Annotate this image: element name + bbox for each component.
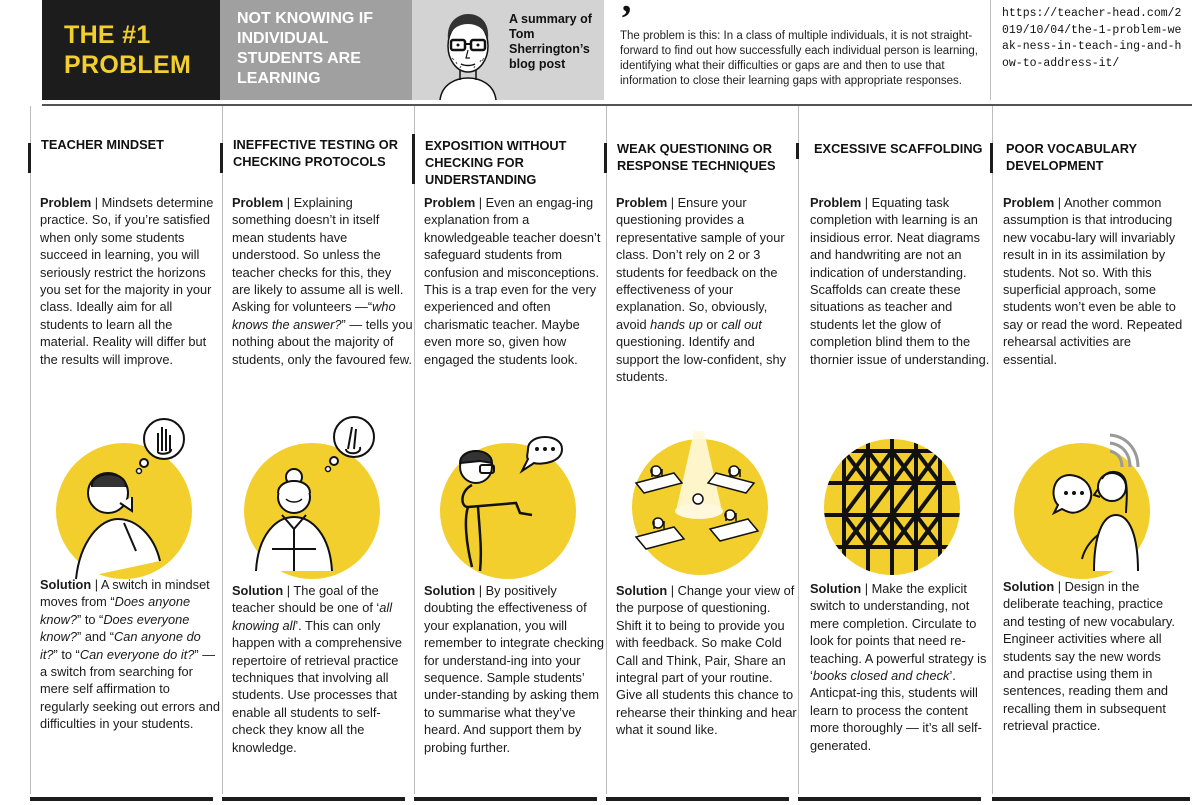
title-marker [604,143,607,173]
column-title: POOR VOCABULARY DEVELOPMENT [1006,141,1137,173]
problem-text: Problem | Another common assumption is that introducing new vocabu-lary will invariably result in in its assimilation by students. Not so. With this superficial approach, some students won’t even be able to say or read the word. Repeated rehearsal activities are essential. [1003,195,1183,367]
page-subtitle: NOT KNOWING IF INDIVIDUAL STUDENTS ARE LEARNING [237,10,373,87]
subtitle-block [220,0,412,100]
column-divider [798,106,799,794]
column-bottom-bar [606,797,789,801]
solution-text: Solution | Change your view of the purpose of questioning. Shift it to being to provide you with feedback. So make Cold Call and Think, Pair, Share an integral part of your routine. Give all students this chance to rehearse their thinking and hear what it sound like. [616,583,797,738]
column-title: WEAK QUESTIONING OR RESPONSE TECHNIQUES [617,141,776,173]
column-divider [222,106,223,794]
column-poor-vocabulary [992,106,1184,805]
title-marker [28,143,31,173]
title-marker [220,143,223,173]
problem-text: Problem | Mindsets determine practice. So, if you’re satisfied when only some students succeed in learning, you will seriously restrict the horizons you set for the majority in your class. Ideally aim for all students to learn all the material. Reality will differ but the results will improve. [40,195,214,367]
quote-mark: ’ [620,0,633,40]
column-divider [992,106,993,794]
column-bottom-bar [414,797,597,801]
column-bottom-bar [992,797,1190,801]
column-divider [30,106,31,794]
thinking-student-icon [36,411,206,581]
summary-label: A summary of Tom Sherrington’s blog post [509,12,592,71]
column-excessive-scaffolding [798,106,990,805]
column-title: TEACHER MINDSET [41,137,164,152]
column-title: EXCESSIVE SCAFFOLDING [814,141,983,156]
author-portrait-icon [430,6,506,100]
solution-text: Solution | A switch in mindset moves from “Does anyone know?” to “Does everyone know?” and “Can anyone do it?” to “Can everyone do it?” — a switch from searching for mere self affirmation to regularly seeking out errors and difficulties in your students. [40,577,220,732]
title-marker [990,143,993,173]
explaining-teacher-icon [420,411,590,581]
header-divider [990,0,991,100]
column-weak-questioning [606,106,798,805]
solution-text: Solution | By positively doubting the effectiveness of your explanation, you will remember to integrate checking for understand-ing into your sequence. Sample students’ under-standing by asking them to summarise what they’ve heard. And support them by probing further. [424,583,604,755]
title-block [42,0,220,100]
solution-text: Solution | Make the explicit switch to understanding, not mere completion. Circulate to look for points that need re-teaching. A powerful strategy is ‘books closed and check’. Anticpat-ing this, students will learn to process the content more thoroughly — it’s all self-generated. [810,581,987,753]
problem-text: Problem | Equating task completion with learning is an insidious error. Neat diagrams and handwriting are not an indication of understanding. Scaffolds can create these situations as teacher and students let the glow of completion blind them to the thornier issue of understanding. [810,195,990,367]
solution-text: Solution | The goal of the teacher should be one of ‘all knowing all’. This can only happen with a comprehensive repertoire of retrieval practice techniques that involving all students. Use processes that enable all students to self-check they know all the knowledge. [232,583,403,755]
column-divider [414,106,415,794]
column-exposition [414,106,606,805]
problem-text: Problem | Explaining something doesn’t in itself mean students have understood. So unless the teacher checks for this, they are likely to assume all is well. Asking for volunteers —“who knows the answer?” — tells you nothing about the majority of students, only the favoured few. [232,195,413,367]
title-marker [412,134,415,184]
column-teacher-mindset [30,106,222,805]
speaking-student-icon [998,411,1168,581]
author-block [412,0,604,100]
spotlight-classroom-icon [612,411,782,581]
intro-text: The problem is this: In a class of multiple individuals, it is not straight-forward to find out how successfully each individual person is learning, identifying what their difficulties or gaps are and then to use that information to close their learning gaps with appropriate responses. [620,30,978,87]
column-bottom-bar [798,797,981,801]
problem-text: Problem | Ensure your questioning provides a representative sample of your class. Don’t rely on 2 or 3 students for feedback on the effectiveness of your explanation. So, obviously, avoid hands up or call out questioning. Identify and support the low-confident, shy students. [616,195,787,385]
page-title: THE #1 PROBLEM [64,21,192,79]
crossed-fingers-teacher-icon [228,411,398,581]
column-title: EXPOSITION WITHOUT CHECKING FOR UNDERSTANDING [425,138,567,187]
solution-text: Solution | Design in the deliberate teaching, practice and testing of new vocabulary. Engineer activities where all students say the new words and practise using them in sentences, reading them and recalling them in subsequent retrieval practice. [1003,579,1175,734]
column-title: INEFFECTIVE TESTING OR CHECKING PROTOCOLS [233,137,398,169]
column-ineffective-testing [222,106,414,805]
title-marker [796,143,799,159]
source-link[interactable]: https://teacher-head.com/2019/10/04/the-1-problem-weak-ness-in-teach-ing-and-how-to-address-it/ [1002,7,1182,70]
problem-text: Problem | Even an engag-ing explanation from a knowledgeable teacher doesn’t safeguard students from confusion and misconceptions. This is a trap even for the very experienced and often charismatic teacher. Maybe even more so, given how engaged the students look. [424,195,601,367]
column-bottom-bar [222,797,405,801]
column-divider [606,106,607,794]
scaffolding-icon [804,411,974,581]
column-bottom-bar [30,797,213,801]
